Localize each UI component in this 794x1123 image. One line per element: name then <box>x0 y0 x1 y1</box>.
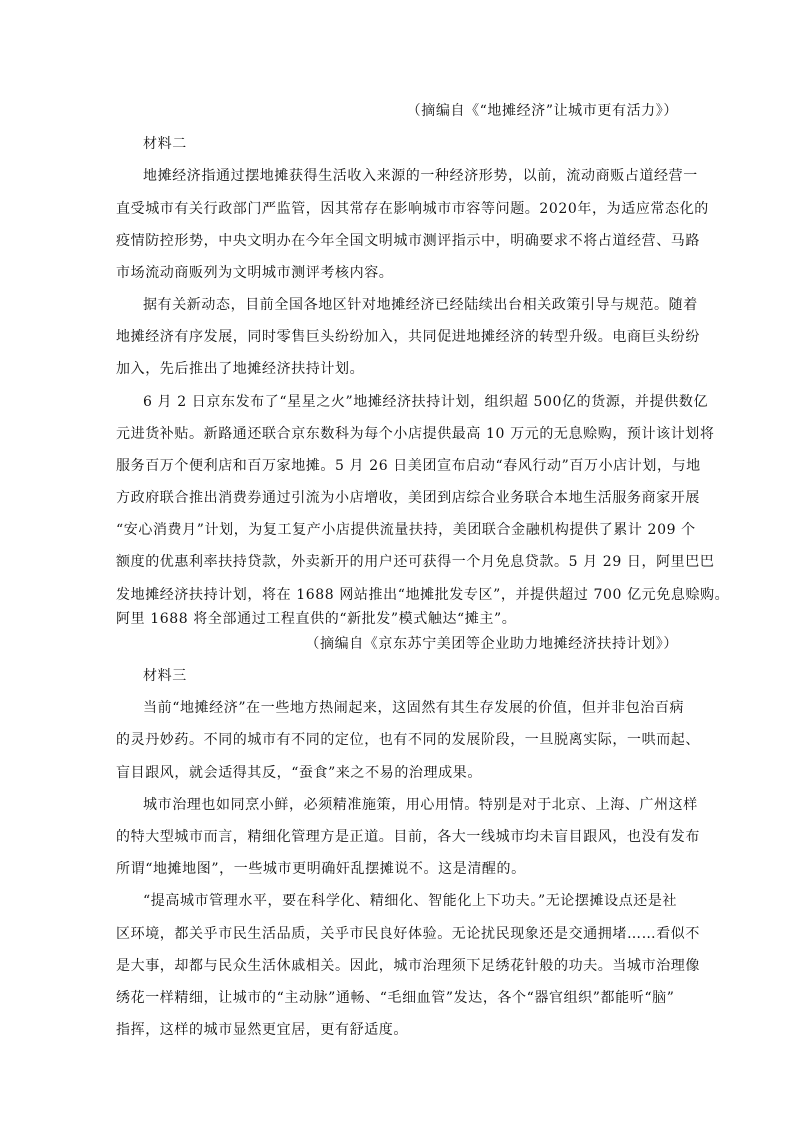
paragraph-line: “提高城市管理水平，要在科学化、精细化、智能化上下功夫。”无论摆摊设点还是社 <box>143 893 678 909</box>
paragraph-line: 的特大型城市而言，精细化管理方是正道。目前，各大一线城市均未盲目跟风，也没有发布 <box>116 829 700 845</box>
paragraph-line: 阿里 1688 将全部通过工程直供的“新批发”模式触达“摊主”。 <box>116 611 517 627</box>
paragraph-line: 额度的优惠利率扶持贷款，外卖新开的用户还可获得一个月免息贷款。5 月 29 日，阿里巴巴 <box>116 554 715 570</box>
paragraph-line: 发地摊经济扶持计划，将在 1688 网站推出“地摊批发专区”，并提供超过 700 亿元免息赊购。 <box>116 587 730 603</box>
source-citation: （摘编自《京东苏宁美团等企业助力地摊经济扶持计划》） <box>305 636 678 652</box>
paragraph-line: 加入，先后推出了地摊经济扶持计划。 <box>116 361 365 377</box>
paragraph-line: 地摊经济有序发展，同时零售巨头纷纷加入，共同促进地摊经济的转型升级。电商巨头纷纷 <box>116 329 700 345</box>
paragraph-line: 元进货补贴。新路通还联合京东数科为每个小店提供最高 10 万元的无息赊购，预计该计划将 <box>116 426 715 442</box>
paragraph-line: 当前“地摊经济”在一些地方热闹起来，这固然有其生存发展的价值，但并非包治百病 <box>143 700 685 716</box>
paragraph-line: 据有关新动态，目前全国各地区针对地摊经济已经陆续出台相关政策引导与规范。随着 <box>143 297 698 313</box>
paragraph-line: 城市治理也如同烹小鲜，必须精准施策，用心用情。特别是对于北京、上海、广州这样 <box>143 797 698 813</box>
paragraph-line: 绣花一样精细，让城市的“主动脉”通畅、“毛细血管”发达，各个“器官组织”都能听“脑” <box>116 990 675 1006</box>
paragraph-line: 6 月 2 日京东发布了“星星之火”地摊经济扶持计划，组织超 500亿的货源，并提供数亿 <box>143 394 709 410</box>
paragraph-line: 的灵丹妙药。不同的城市有不同的定位，也有不同的发展阶段，一旦脱离实际，一哄而起、 <box>116 732 700 748</box>
paragraph-line: 地摊经济指通过摆地摊获得生活收入来源的一种经济形势，以前，流动商贩占道经营一 <box>143 168 698 184</box>
paragraph-line: 盲目跟风，就会适得其反，“蚕食”来之不易的治理成果。 <box>116 765 482 781</box>
paragraph-line: 服务百万个便利店和百万家地摊。5 月 26 日美团宣布启动“春风行动”百万小店计划，与地 <box>116 458 701 474</box>
paragraph-line: 疫情防控形势，中央文明办在今年全国文明城市测评指示中，明确要求不将占道经营、马路 <box>116 233 700 249</box>
paragraph-line: 直受城市有关行政部门严监管，因其常存在影响城市市容等问题。2020年，为适应常态化的 <box>116 201 709 217</box>
paragraph-line: 方政府联合推出消费券通过引流为小店增收，美团到店综合业务联合本地生活服务商家开展 <box>116 490 700 506</box>
section-heading: 材料三 <box>143 668 187 684</box>
paragraph-line: 区环境，都关乎市民生活品质，关乎市民良好体验。无论扰民现象还是交通拥堵……看似不 <box>116 926 700 942</box>
paragraph-line: 市场流动商贩列为文明城市测评考核内容。 <box>116 265 394 281</box>
paragraph-line: 所谓“地摊地图”，一些城市更明确奸乱摆摊说不。这是清醒的。 <box>116 861 526 877</box>
paragraph-line: “安心消费月”计划，为复工复产小店提供流量扶持，美团联合金融机构提供了累计 209 个 <box>116 522 696 538</box>
paragraph-line: 是大事，却都与民众生活休戚相关。因此，城市治理须下足绣花针般的功夫。当城市治理像 <box>116 958 700 974</box>
paragraph-line: 指挥，这样的城市显然更宜居，更有舒适度。 <box>116 1022 408 1038</box>
section-heading: 材料二 <box>143 136 187 152</box>
source-citation: （摘编自《“地摊经济”让城市更有活力》） <box>406 103 678 119</box>
